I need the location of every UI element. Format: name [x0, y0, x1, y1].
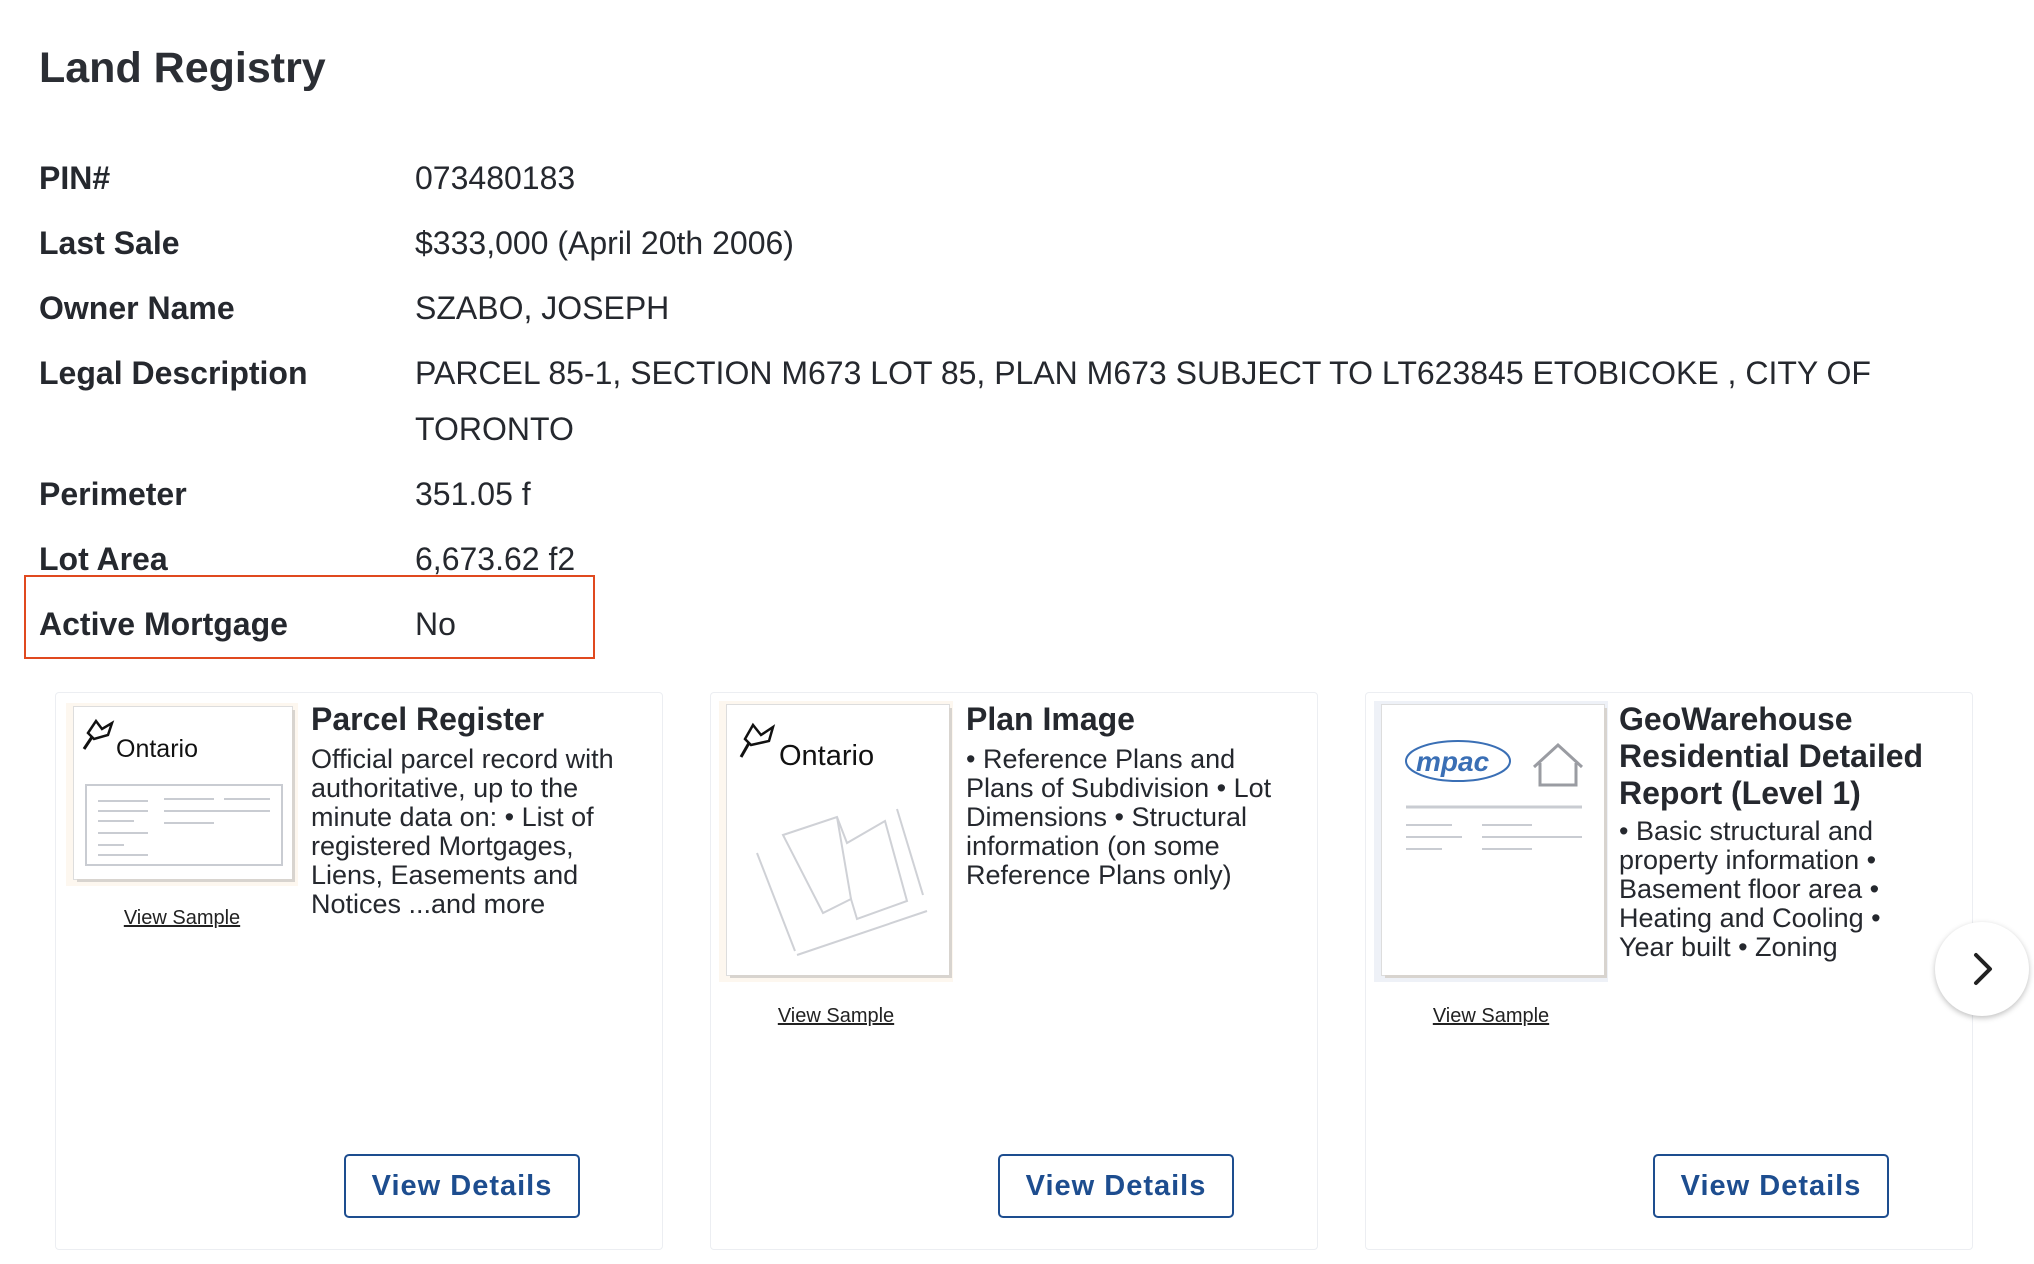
- detail-value: 6,673.62 f2: [415, 541, 576, 577]
- card-description: • Reference Plans and Plans of Subdivision • Lot Dimensions • Structural information (on some Reference Plans only): [966, 744, 1272, 890]
- carousel-next-button[interactable]: [1935, 922, 2029, 1016]
- detail-label: Perimeter: [39, 476, 187, 512]
- ontario-logo-text: Ontario: [116, 735, 198, 763]
- card-title: GeoWarehouse Residential Detailed Report (Level 1): [1619, 701, 1924, 811]
- ontario-document-icon: [74, 707, 292, 879]
- card-description: Official parcel record with authoritative, up to the minute data on: • List of registered Mortgages, Liens, Easements and Notices ...and more: [311, 744, 614, 919]
- view-sample-link[interactable]: View Sample: [1432, 1005, 1550, 1027]
- geowarehouse-thumbnail[interactable]: [1374, 701, 1608, 982]
- detail-label: Active Mortgage: [39, 606, 288, 642]
- detail-row-owner-name: [39, 280, 1939, 336]
- ontario-logo-text: Ontario: [779, 740, 875, 772]
- detail-row-pin: [39, 150, 1939, 206]
- view-details-button[interactable]: View Details: [998, 1154, 1234, 1218]
- detail-label: Owner Name: [39, 290, 235, 326]
- ontario-trillium-icon: [84, 721, 112, 749]
- card-description: • Basic structural and property information • Basement floor area • Heating and Cooling • Year built • Zoning: [1619, 816, 1881, 962]
- detail-value: $333,000 (April 20th 2006): [415, 225, 794, 261]
- detail-value: SZABO, JOSEPH: [415, 290, 670, 326]
- detail-value: No: [415, 606, 456, 642]
- detail-label: Last Sale: [39, 225, 180, 261]
- view-sample-link[interactable]: View Sample: [123, 907, 241, 929]
- card-title: Plan Image: [966, 701, 1135, 737]
- view-details-button[interactable]: View Details: [1653, 1154, 1889, 1218]
- section-title: Land Registry: [39, 44, 326, 92]
- parcel-register-thumbnail[interactable]: [66, 703, 298, 886]
- product-card-parcel-register: [55, 692, 663, 1250]
- chevron-right-icon: [1962, 949, 2002, 989]
- plan-image-thumbnail[interactable]: [719, 701, 953, 982]
- mpac-logo-text: mpac: [1416, 746, 1490, 777]
- detail-label: Lot Area: [39, 541, 168, 577]
- ontario-trillium-icon: [741, 725, 773, 757]
- view-sample-link[interactable]: View Sample: [777, 1005, 895, 1027]
- detail-value: 351.05 f: [415, 476, 531, 512]
- house-icon: [1534, 745, 1582, 785]
- detail-row-perimeter: [39, 466, 1939, 522]
- detail-label: PIN#: [39, 160, 111, 196]
- detail-label: Legal Description: [39, 355, 308, 391]
- detail-row-legal-description: [39, 345, 1939, 457]
- detail-value: 073480183: [415, 160, 576, 196]
- detail-row-last-sale: [39, 215, 1939, 271]
- ontario-plan-icon: [727, 705, 949, 975]
- product-card-plan-image: [710, 692, 1318, 1250]
- detail-value: PARCEL 85-1, SECTION M673 LOT 85, PLAN M673 SUBJECT TO LT623845 ETOBICOKE , CITY OF TORONTO: [415, 355, 1871, 447]
- mpac-report-icon: [1382, 705, 1604, 975]
- product-card-geowarehouse-report: [1365, 692, 1973, 1250]
- active-mortgage-highlight: [24, 575, 595, 659]
- view-details-button[interactable]: View Details: [344, 1154, 580, 1218]
- card-title: Parcel Register: [311, 701, 545, 737]
